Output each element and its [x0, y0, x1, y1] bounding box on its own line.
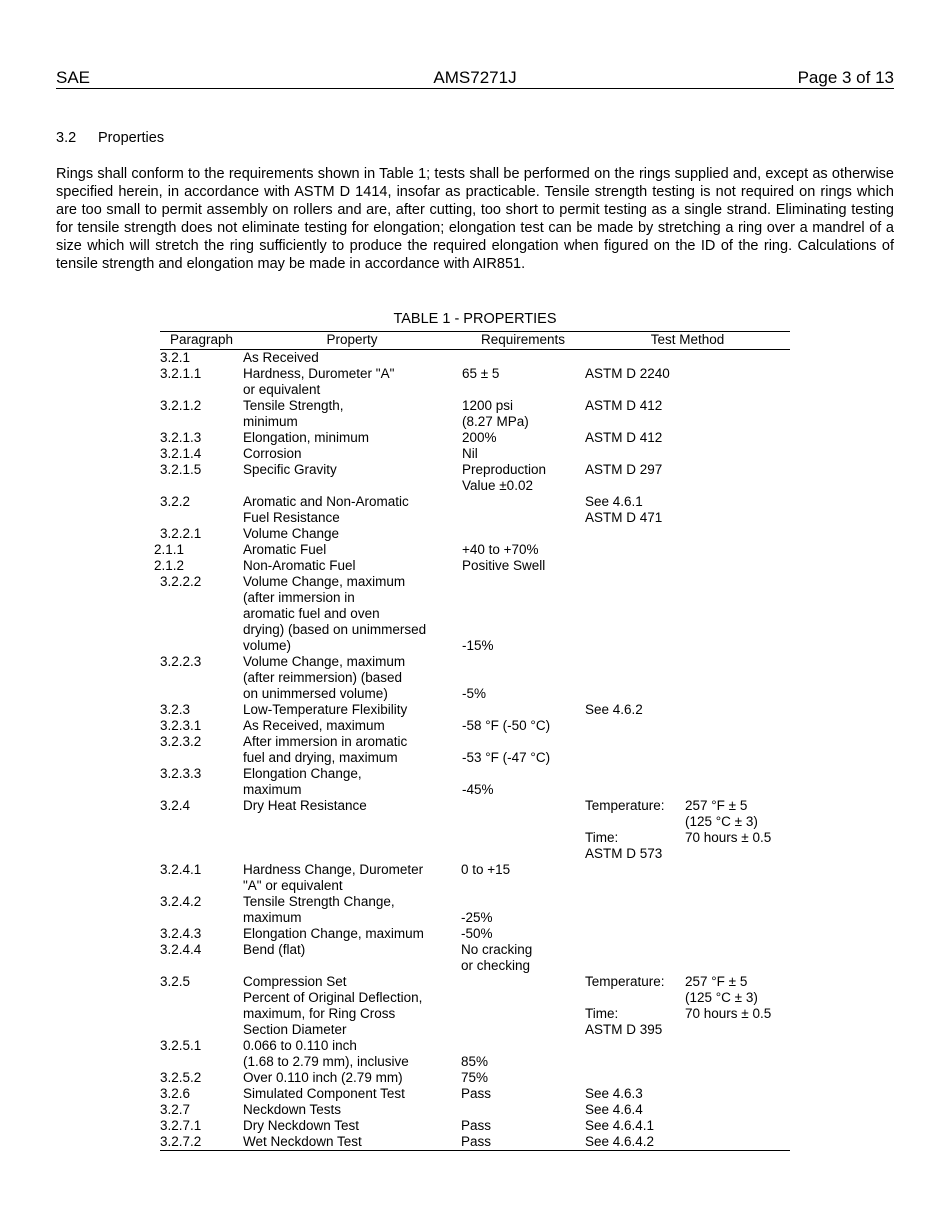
cell-paragraph: 3.2.5	[160, 974, 191, 989]
table-row	[160, 654, 790, 702]
cell-requirement: 0 to +15	[461, 862, 511, 877]
cell-paragraph: 3.2.1	[160, 350, 191, 365]
cell-test-condition	[685, 718, 790, 734]
cell-requirement: 200%	[462, 430, 497, 445]
cell-requirement	[461, 526, 585, 542]
cell-test-condition	[685, 1086, 790, 1102]
cell-test-method	[585, 446, 685, 462]
cell-requirement: Pass	[461, 1086, 492, 1101]
cell-paragraph: 3.2.7	[160, 1102, 191, 1117]
table-row	[160, 766, 790, 798]
cell-test-method	[585, 766, 685, 798]
cell-requirement	[461, 974, 585, 1038]
cell-property: As Received	[243, 350, 319, 365]
cell-paragraph: 3.2.2.1	[160, 526, 202, 541]
header-requirements: Requirements	[461, 332, 585, 350]
table-row	[160, 702, 790, 718]
cell-property: Hardness Change, Durometer "A" or equivalent	[243, 862, 424, 893]
cell-requirement: -15%	[462, 638, 494, 653]
cell-requirement: -50%	[461, 926, 493, 941]
cell-test-condition	[685, 1102, 790, 1118]
table-row	[160, 718, 790, 734]
table-row	[160, 1038, 790, 1070]
cell-property: Over 0.110 inch (2.79 mm)	[243, 1070, 403, 1085]
cell-requirement	[461, 702, 585, 718]
cell-test-condition	[685, 526, 790, 542]
table-row	[160, 1118, 790, 1134]
table-row	[160, 1086, 790, 1102]
table-row	[160, 798, 790, 862]
cell-property: Bend (flat)	[243, 942, 306, 957]
table-row	[160, 1134, 790, 1151]
cell-requirement: Positive Swell	[462, 558, 546, 573]
table-row	[160, 942, 790, 974]
cell-paragraph: 3.2.4.2	[160, 894, 202, 909]
table-row	[160, 558, 790, 574]
cell-test-condition	[685, 942, 790, 974]
section-number: 3.2	[56, 130, 77, 146]
cell-property: Aromatic Fuel	[243, 542, 327, 557]
cell-paragraph: 3.2.3.2	[160, 734, 202, 749]
table-row	[160, 430, 790, 446]
cell-property: Elongation Change, maximum	[243, 926, 424, 941]
cell-test-condition	[685, 766, 790, 798]
cell-paragraph: 3.2.2.2	[160, 574, 202, 589]
cell-test-condition	[685, 734, 790, 766]
cell-test-method	[585, 894, 685, 926]
cell-property: Hardness, Durometer "A" or equivalent	[243, 366, 395, 397]
cell-paragraph: 3.2.2	[160, 494, 191, 509]
document-number: AMS7271J	[433, 68, 517, 87]
cell-paragraph: 3.2.1.2	[160, 398, 202, 413]
cell-paragraph: 2.1.2	[154, 558, 185, 573]
cell-requirement: 85%	[461, 1054, 489, 1069]
table-title: TABLE 1 - PROPERTIES	[393, 311, 557, 327]
cell-test-condition	[685, 1118, 790, 1134]
cell-test-method: ASTM D 2240	[585, 366, 670, 381]
cell-property: Dry Heat Resistance	[243, 798, 367, 813]
cell-test-condition: 257 °F ± 5 (125 °C ± 3) 70 hours ± 0.5	[685, 974, 772, 1021]
cell-test-condition	[685, 702, 790, 718]
cell-paragraph: 3.2.1.1	[160, 366, 202, 381]
table-body	[154, 350, 790, 1151]
cell-test-condition	[685, 542, 790, 558]
cell-paragraph: 3.2.4.1	[160, 862, 202, 877]
cell-paragraph: 3.2.1.4	[160, 446, 202, 461]
cell-test-method: ASTM D 412	[585, 430, 663, 445]
table-row	[160, 926, 790, 942]
table-row	[160, 350, 790, 367]
cell-test-condition	[685, 654, 790, 702]
cell-property: Elongation, minimum	[243, 430, 370, 445]
header-org: SAE	[56, 68, 91, 87]
cell-property: Tensile Strength Change, maximum	[243, 894, 395, 925]
cell-property: Volume Change	[243, 526, 340, 541]
cell-test-method	[585, 526, 685, 542]
cell-requirement: 75%	[461, 1070, 489, 1085]
table-row	[160, 894, 790, 926]
cell-paragraph: 3.2.3	[160, 702, 191, 717]
cell-requirement: -5%	[462, 686, 487, 701]
cell-test-method	[585, 654, 685, 702]
cell-requirement: -45%	[462, 782, 494, 797]
table-row	[160, 1070, 790, 1086]
table-row	[160, 462, 790, 494]
intro-paragraph: Rings shall conform to the requirements shown in Table 1; tests shall be performed on the rings supplied and, except as otherwise specified herein, in accordance with ASTM D 1414, insofar as practicable. Tensile strength testing is not required on rings which are too small to permit assembly on rollers and are, after cutting, too short to permit testing as a single strand. Eliminating testing for tensile strength does not eliminate testing for elongation; elongation test can be made by stretching a ring over a mandrel of a size which will stretch the ring sufficiently to produce the required elongation when figured on the ID of the ring. Calculations of tensile strength and elongation may be made in accordance with AIR851.	[56, 166, 894, 272]
cell-property: After immersion in aromatic fuel and drying, maximum	[243, 734, 408, 765]
cell-test-condition	[685, 558, 790, 574]
cell-requirement	[461, 350, 585, 367]
table-row	[160, 574, 790, 654]
cell-test-method	[585, 926, 685, 942]
cell-property: Low-Temperature Flexibility	[243, 702, 408, 717]
cell-paragraph: 3.2.2.3	[160, 654, 202, 669]
cell-requirement: -58 °F (-50 °C)	[462, 718, 551, 733]
cell-property: Compression Set Percent of Original Deflection, maximum, for Ring Cross Section Diameter	[243, 974, 423, 1037]
cell-property: Wet Neckdown Test	[243, 1134, 362, 1149]
cell-requirement: No cracking or checking	[461, 942, 533, 973]
cell-property: Volume Change, maximum (after reimmersion) (based on unimmersed volume)	[243, 654, 406, 701]
cell-requirement: -53 °F (-47 °C)	[462, 750, 551, 765]
cell-requirement: 1200 psi (8.27 MPa)	[462, 398, 529, 429]
header-property: Property	[243, 332, 461, 350]
cell-test-condition	[685, 366, 790, 398]
cell-requirement	[461, 798, 585, 862]
cell-test-method	[585, 718, 685, 734]
cell-test-method: See 4.6.1 ASTM D 471	[585, 494, 663, 525]
cell-test-condition	[685, 862, 790, 894]
cell-test-condition	[685, 494, 790, 526]
table-row	[160, 494, 790, 526]
cell-paragraph: 3.2.4.4	[160, 942, 202, 957]
cell-paragraph: 3.2.1.5	[160, 462, 202, 477]
page-number: Page 3 of 13	[797, 68, 894, 87]
cell-test-method: See 4.6.4.1	[585, 1118, 655, 1133]
cell-paragraph: 3.2.7.2	[160, 1134, 202, 1149]
cell-test-method	[585, 350, 685, 367]
cell-property: Aromatic and Non-Aromatic Fuel Resistance	[243, 494, 409, 525]
cell-property: Neckdown Tests	[243, 1102, 342, 1117]
cell-requirement: Pass	[461, 1118, 492, 1133]
cell-test-method	[585, 1070, 685, 1086]
table-header-row	[160, 332, 790, 350]
cell-paragraph: 3.2.5.2	[160, 1070, 202, 1085]
table-row	[160, 366, 790, 398]
cell-test-condition	[685, 894, 790, 926]
table-row	[160, 542, 790, 558]
table-row	[160, 1102, 790, 1118]
cell-test-condition	[685, 926, 790, 942]
cell-test-method	[585, 574, 685, 654]
cell-test-method	[585, 734, 685, 766]
cell-test-condition	[685, 462, 790, 494]
cell-requirement: 65 ± 5	[462, 366, 500, 381]
table-row	[160, 398, 790, 430]
cell-paragraph: 3.2.5.1	[160, 1038, 202, 1053]
cell-paragraph: 2.1.1	[154, 542, 185, 557]
section-heading	[56, 129, 164, 147]
cell-test-condition	[685, 430, 790, 446]
cell-property: 0.066 to 0.110 inch (1.68 to 2.79 mm), inclusive	[243, 1038, 409, 1069]
cell-test-condition	[685, 398, 790, 430]
section-title: Properties	[98, 130, 165, 146]
cell-property: Dry Neckdown Test	[243, 1118, 360, 1133]
cell-test-method: ASTM D 297	[585, 462, 663, 477]
table-row	[160, 526, 790, 542]
cell-property: Elongation Change, maximum	[243, 766, 362, 797]
cell-test-method: Temperature: Time: ASTM D 573	[585, 798, 665, 861]
cell-property: Tensile Strength, minimum	[243, 398, 344, 429]
cell-requirement: Preproduction Value ±0.02	[462, 462, 547, 493]
cell-test-method: See 4.6.4	[585, 1102, 643, 1117]
cell-test-method	[585, 1038, 685, 1070]
cell-test-method	[585, 942, 685, 974]
cell-paragraph: 3.2.4.3	[160, 926, 202, 941]
table-row	[160, 974, 790, 1038]
cell-property: As Received, maximum	[243, 718, 385, 733]
header-test-method: Test Method	[585, 332, 790, 350]
cell-property: Simulated Component Test	[243, 1086, 405, 1101]
cell-test-condition	[685, 446, 790, 462]
cell-paragraph: 3.2.7.1	[160, 1118, 202, 1133]
cell-test-condition	[685, 1070, 790, 1086]
cell-property: Specific Gravity	[243, 462, 337, 477]
cell-requirement: -25%	[461, 910, 493, 925]
cell-test-condition	[685, 1134, 790, 1151]
cell-paragraph: 3.2.3.1	[160, 718, 202, 733]
cell-test-condition	[685, 1038, 790, 1070]
table-row	[160, 446, 790, 462]
cell-test-method	[585, 542, 685, 558]
cell-test-method: See 4.6.4.2	[585, 1134, 655, 1149]
cell-paragraph: 3.2.3.3	[160, 766, 202, 781]
cell-requirement: +40 to +70%	[462, 542, 539, 557]
header-paragraph: Paragraph	[160, 332, 243, 350]
cell-test-method: See 4.6.3	[585, 1086, 643, 1101]
cell-test-condition	[685, 574, 790, 654]
cell-paragraph: 3.2.6	[160, 1086, 191, 1101]
cell-requirement	[461, 494, 585, 526]
cell-requirement	[461, 1102, 585, 1118]
cell-property: Corrosion	[243, 446, 302, 461]
cell-test-method: See 4.6.2	[585, 702, 643, 717]
cell-test-method: ASTM D 412	[585, 398, 663, 413]
cell-requirement: Pass	[461, 1134, 492, 1149]
cell-property: Non-Aromatic Fuel	[243, 558, 356, 573]
cell-test-condition: 257 °F ± 5 (125 °C ± 3) 70 hours ± 0.5	[685, 798, 772, 845]
cell-test-method	[585, 862, 685, 894]
cell-requirement: Nil	[462, 446, 478, 461]
table-row	[160, 862, 790, 894]
cell-test-method: Temperature: Time: ASTM D 395	[585, 974, 665, 1037]
cell-test-condition	[685, 350, 790, 367]
page-header	[56, 68, 894, 89]
cell-property: Volume Change, maximum (after immersion in aromatic fuel and oven drying) (based on unimmersed volume)	[243, 574, 427, 653]
cell-paragraph: 3.2.4	[160, 798, 191, 813]
cell-test-method	[585, 558, 685, 574]
table-row	[160, 734, 790, 766]
properties-table	[154, 331, 790, 1151]
cell-paragraph: 3.2.1.3	[160, 430, 202, 445]
